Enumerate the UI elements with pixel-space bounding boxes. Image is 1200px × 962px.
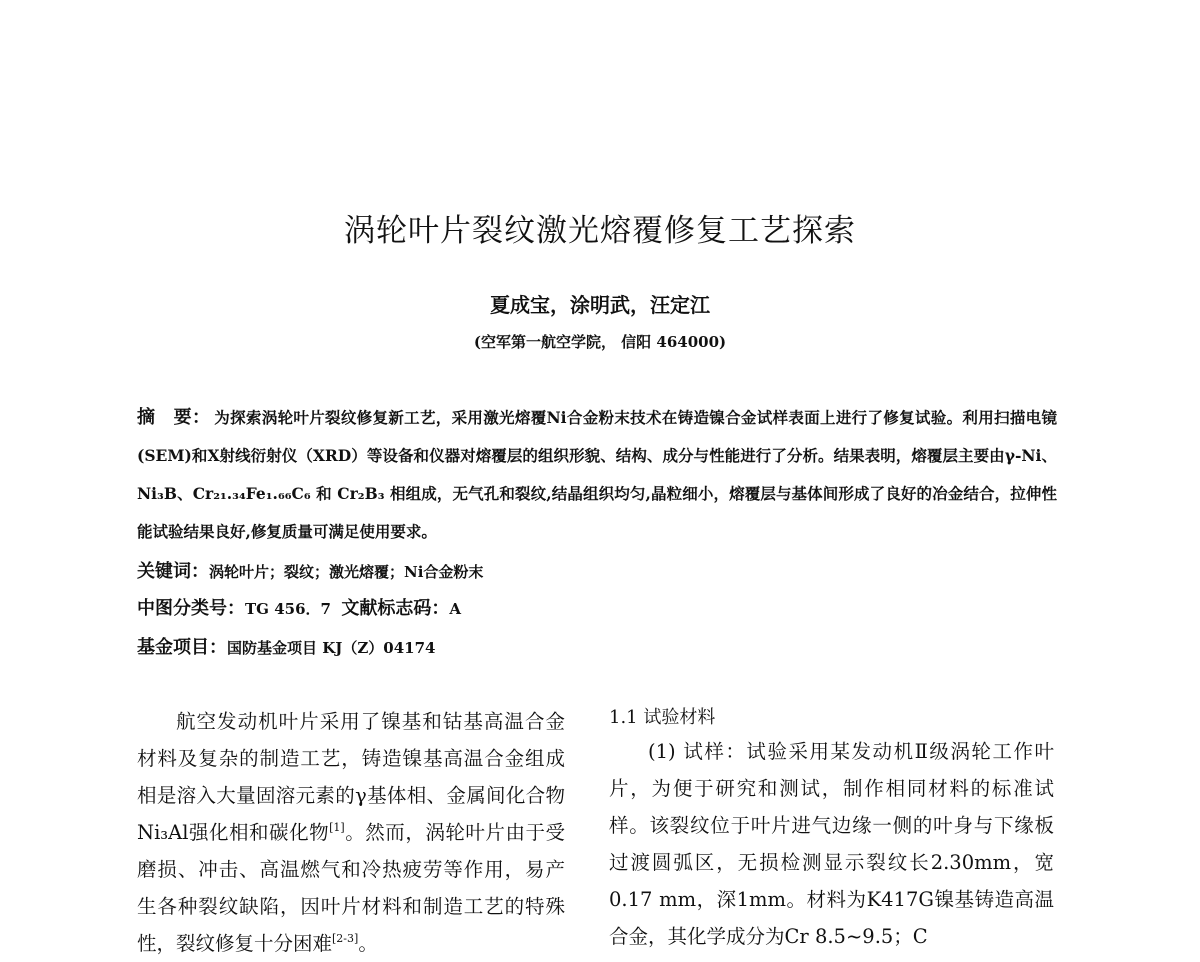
paper-title: 涡轮叶片裂纹激光熔覆修复工艺探索 xyxy=(344,213,856,249)
classification-value: TG 456．7 xyxy=(245,600,331,618)
section-heading: 1.1 试验材料 xyxy=(609,707,716,728)
funding-text: 国防基金项目 KJ（Z）04174 xyxy=(227,639,436,657)
affiliation: (空军第一航空学院， 信阳 464000) xyxy=(473,333,727,351)
body-left-column xyxy=(137,703,565,962)
document-code-value: A xyxy=(449,600,462,618)
abstract-text: 为探索涡轮叶片裂纹修复新工艺，采用激光熔覆Ni合金粉末技术在铸造镍合金试样表面上进行了修复试验。利用扫描电镜(SEM)和X射线衍射仪（XRD）等设备和仪器对熔覆层的组织形貌、结构、成分与性能进行了分析。结果表明，熔覆层主要由γ-Ni、Ni₃B、Cr₂₁.₃₄Fe₁.₆₆C₆ 和 Cr₂B₃ 相组成，无气孔和裂纹,结晶组织均匀,晶粒细小，熔覆层与基体间形成了良好的冶金结合，拉伸性能试验结果良好,修复质量可满足使用要求。 xyxy=(137,408,1057,541)
keywords-text: 涡轮叶片；裂纹；激光熔覆；Ni合金粉末 xyxy=(209,563,484,581)
author-list: 夏成宝，涂明武，汪定江 xyxy=(490,293,710,317)
classification xyxy=(137,594,461,620)
keywords xyxy=(137,557,483,583)
body-left-text-a: 航空发动机叶片采用了镍基和钴基高温合金材料及复杂的制造工艺，铸造镍基高温合金组成相是溶入大量固溶元素的γ基体相、金属间化合物Ni₃Al强化相和碳化物 xyxy=(137,710,565,844)
classification-label: 中图分类号： xyxy=(137,598,245,619)
body-right-paragraph: (1) 试样：试验采用某发动机Ⅱ级涡轮工作叶片，为便于研究和测试，制作相同材料的标准试样。该裂纹位于叶片进气边缘一侧的叶身与下缘板过渡圆弧区，无损检测显示裂纹长2.30mm，宽0.17 mm，深1mm。材料为K417G镍基铸造高温合金，其化学成分为Cr 8.5~9.5；C xyxy=(609,740,1054,948)
funding xyxy=(137,633,436,659)
body-left-text-c: 。 xyxy=(358,932,378,955)
keywords-label: 关键词： xyxy=(137,561,209,582)
reference-1: [1] xyxy=(329,821,345,834)
document-code-label: 文献标志码： xyxy=(341,598,450,619)
abstract xyxy=(137,399,1057,551)
abstract-label: 摘 要： xyxy=(137,407,211,428)
body-left-text-b: 。然而，涡轮叶片由于受磨损、冲击、高温燃气和冷热疲劳等作用，易产生各种裂纹缺陷，因叶片材料和制造工艺的特殊性，裂纹修复十分困难 xyxy=(137,821,565,955)
funding-label: 基金项目： xyxy=(137,637,227,658)
reference-2-3: [2-3] xyxy=(332,932,359,945)
body-right-column xyxy=(609,703,1054,955)
